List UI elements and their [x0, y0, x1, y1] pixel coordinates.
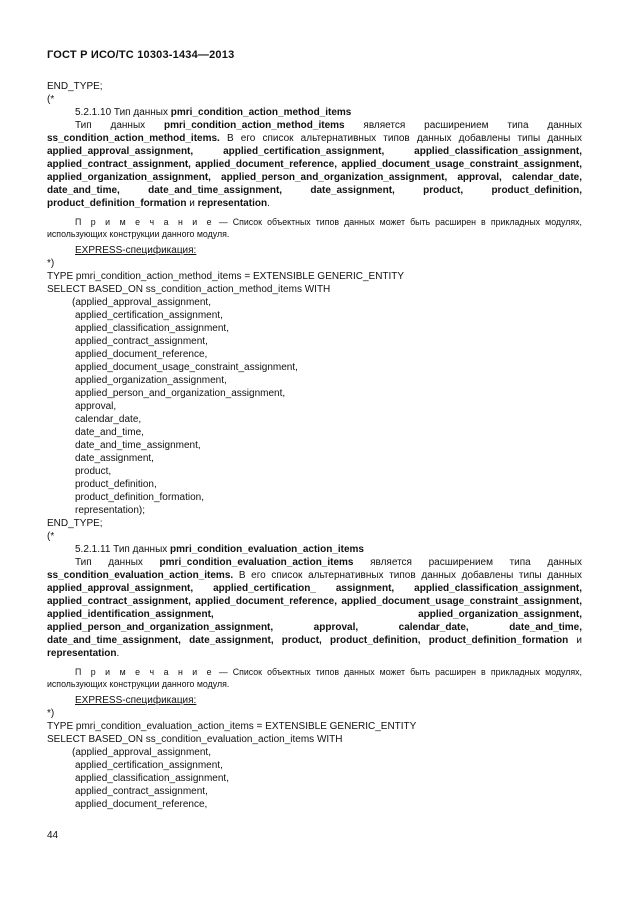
select-item: applied_contract_assignment, [75, 786, 208, 797]
select-item: product_definition_formation, [75, 492, 204, 503]
end-type-line: END_TYPE; [47, 518, 103, 529]
section-paragraph-5-2-1-11: Тип данных pmri_condition_evaluation_action_items является расширением типа данных ss_condition_evaluation_action_items. В его список альтернативных типов данных добавлены типы данных applied_approval_assignment, applied_certification_ assignment, applied_classification_assignment, applied_contract_assignment, applied_document_reference, applied_document_usage_constraint_assignment, applied_identification_assignment, applied_organization_assignment, applied_person_and_organization_assignment, approval, calendar_date, date_and_time, date_and_time_assignment, date_assignment, product, product_definition, product_definition_formation и representation. [47, 557, 582, 659]
select-item: product_definition, [75, 479, 157, 490]
comment-close: *) [47, 258, 55, 269]
select-item: applied_contract_assignment, [75, 336, 208, 347]
section-heading-5-2-1-10: 5.2.1.10 Тип данных pmri_condition_action_method_items [75, 107, 352, 118]
end-type-line: END_TYPE; [47, 81, 103, 92]
select-item: applied_document_reference, [75, 349, 208, 360]
comment-open: (* [47, 531, 55, 542]
select-item: applied_person_and_organization_assignment, [75, 388, 286, 399]
section-heading-5-2-1-11: 5.2.1.11 Тип данных pmri_condition_evaluation_action_items [75, 544, 364, 555]
select-item: representation); [75, 505, 146, 516]
select-declaration: SELECT BASED_ON ss_condition_evaluation_action_items WITH [47, 734, 343, 745]
select-item: date_and_time_assignment, [75, 440, 201, 451]
select-item: approval, [75, 401, 117, 412]
note-paragraph: П р и м е ч а н и е — Список объектных типов данных может быть расширен в прикладных модулях, использующих конструкции данного модуля. [47, 667, 582, 689]
select-item: date_assignment, [75, 453, 154, 464]
select-item: applied_classification_assignment, [75, 323, 229, 334]
comment-open: (* [47, 94, 55, 105]
note-paragraph: П р и м е ч а н и е — Список объектных типов данных может быть расширен в прикладных модулях, использующих конструкции данного модуля. [47, 217, 582, 239]
express-spec-label: EXPRESS-спецификация: [75, 695, 197, 706]
select-item: applied_classification_assignment, [75, 773, 229, 784]
select-declaration: SELECT BASED_ON ss_condition_action_method_items WITH [47, 284, 331, 295]
select-item: (applied_approval_assignment, [72, 747, 211, 758]
select-item: (applied_approval_assignment, [72, 297, 211, 308]
select-item: date_and_time, [75, 427, 144, 438]
page-header: ГОСТ Р ИСО/ТС 10303-1434—2013 [47, 49, 235, 61]
select-item: applied_certification_assignment, [75, 760, 223, 771]
page-content [47, 80, 582, 811]
select-item: applied_document_usage_constraint_assignment, [75, 362, 298, 373]
comment-close: *) [47, 708, 55, 719]
type-declaration: TYPE pmri_condition_evaluation_action_items = EXTENSIBLE GENERIC_ENTITY [47, 721, 417, 732]
type-declaration: TYPE pmri_condition_action_method_items = EXTENSIBLE GENERIC_ENTITY [47, 271, 405, 282]
select-items-list [47, 296, 582, 517]
express-spec-label: EXPRESS-спецификация: [75, 245, 197, 256]
select-item: calendar_date, [75, 414, 142, 425]
page-number: 44 [47, 830, 59, 841]
select-item: applied_organization_assignment, [75, 375, 227, 386]
select-item: product, [75, 466, 112, 477]
select-item: applied_document_reference, [75, 799, 208, 810]
section-paragraph-5-2-1-10: Тип данных pmri_condition_action_method_items является расширением типа данных ss_condition_action_method_items. В его список альтернативных типов данных добавлены типы данных applied_approval_assignment, applied_certification_assignment, applied_classification_assignment, applied_contract_assignment, applied_document_reference, applied_document_usage_constraint_assignment, applied_organization_assignment, applied_person_and_organization_assignment, approval, calendar_date, date_and_time, date_and_time_assignment, date_assignment, product, product_definition, product_definition_formation и representation. [47, 120, 582, 209]
select-items-list [47, 746, 582, 811]
select-item: applied_certification_assignment, [75, 310, 223, 321]
